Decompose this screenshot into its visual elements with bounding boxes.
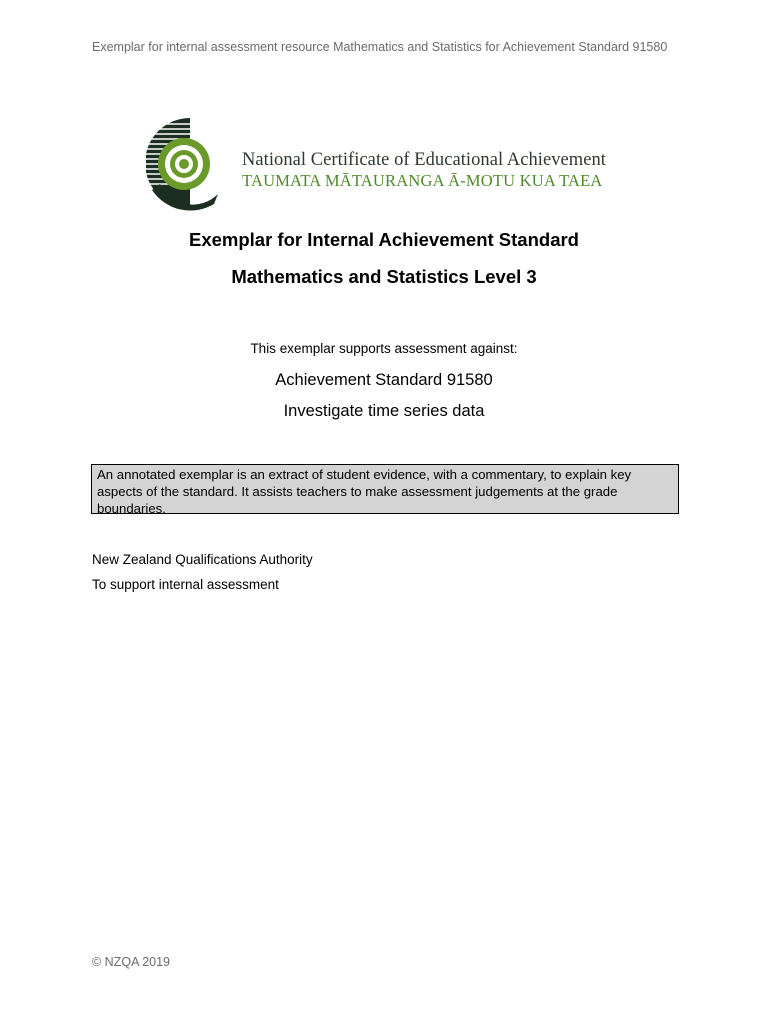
supports-intro: This exemplar supports assessment against:: [250, 341, 518, 356]
standard-topic: Investigate time series data: [283, 402, 485, 420]
page-header: Exemplar for internal assessment resource Mathematics and Statistics for Achievement Standard 91580: [92, 40, 668, 54]
copyright-notice: © NZQA 2019: [92, 955, 170, 969]
organisation-name: New Zealand Qualifications Authority: [92, 552, 313, 567]
document-title: Exemplar for Internal Achievement Standard: [189, 229, 579, 250]
ncea-logo: [146, 114, 636, 214]
logo-title-maori: TAUMATA MĀTAURANGA Ā-MOTU KUA TAEA: [242, 171, 603, 190]
exemplar-note-box: An annotated exemplar is an extract of student evidence, with a commentary, to explain key aspects of the standard. It assists teachers to make assessment judgements at the grade boundaries.: [91, 464, 679, 514]
logo-title-english: National Certificate of Educational Achievement: [242, 150, 606, 170]
organisation-purpose: To support internal assessment: [92, 577, 279, 592]
ncea-emblem-icon: [146, 114, 220, 212]
document-subtitle: Mathematics and Statistics Level 3: [231, 266, 537, 287]
achievement-standard: Achievement Standard 91580: [275, 371, 493, 389]
